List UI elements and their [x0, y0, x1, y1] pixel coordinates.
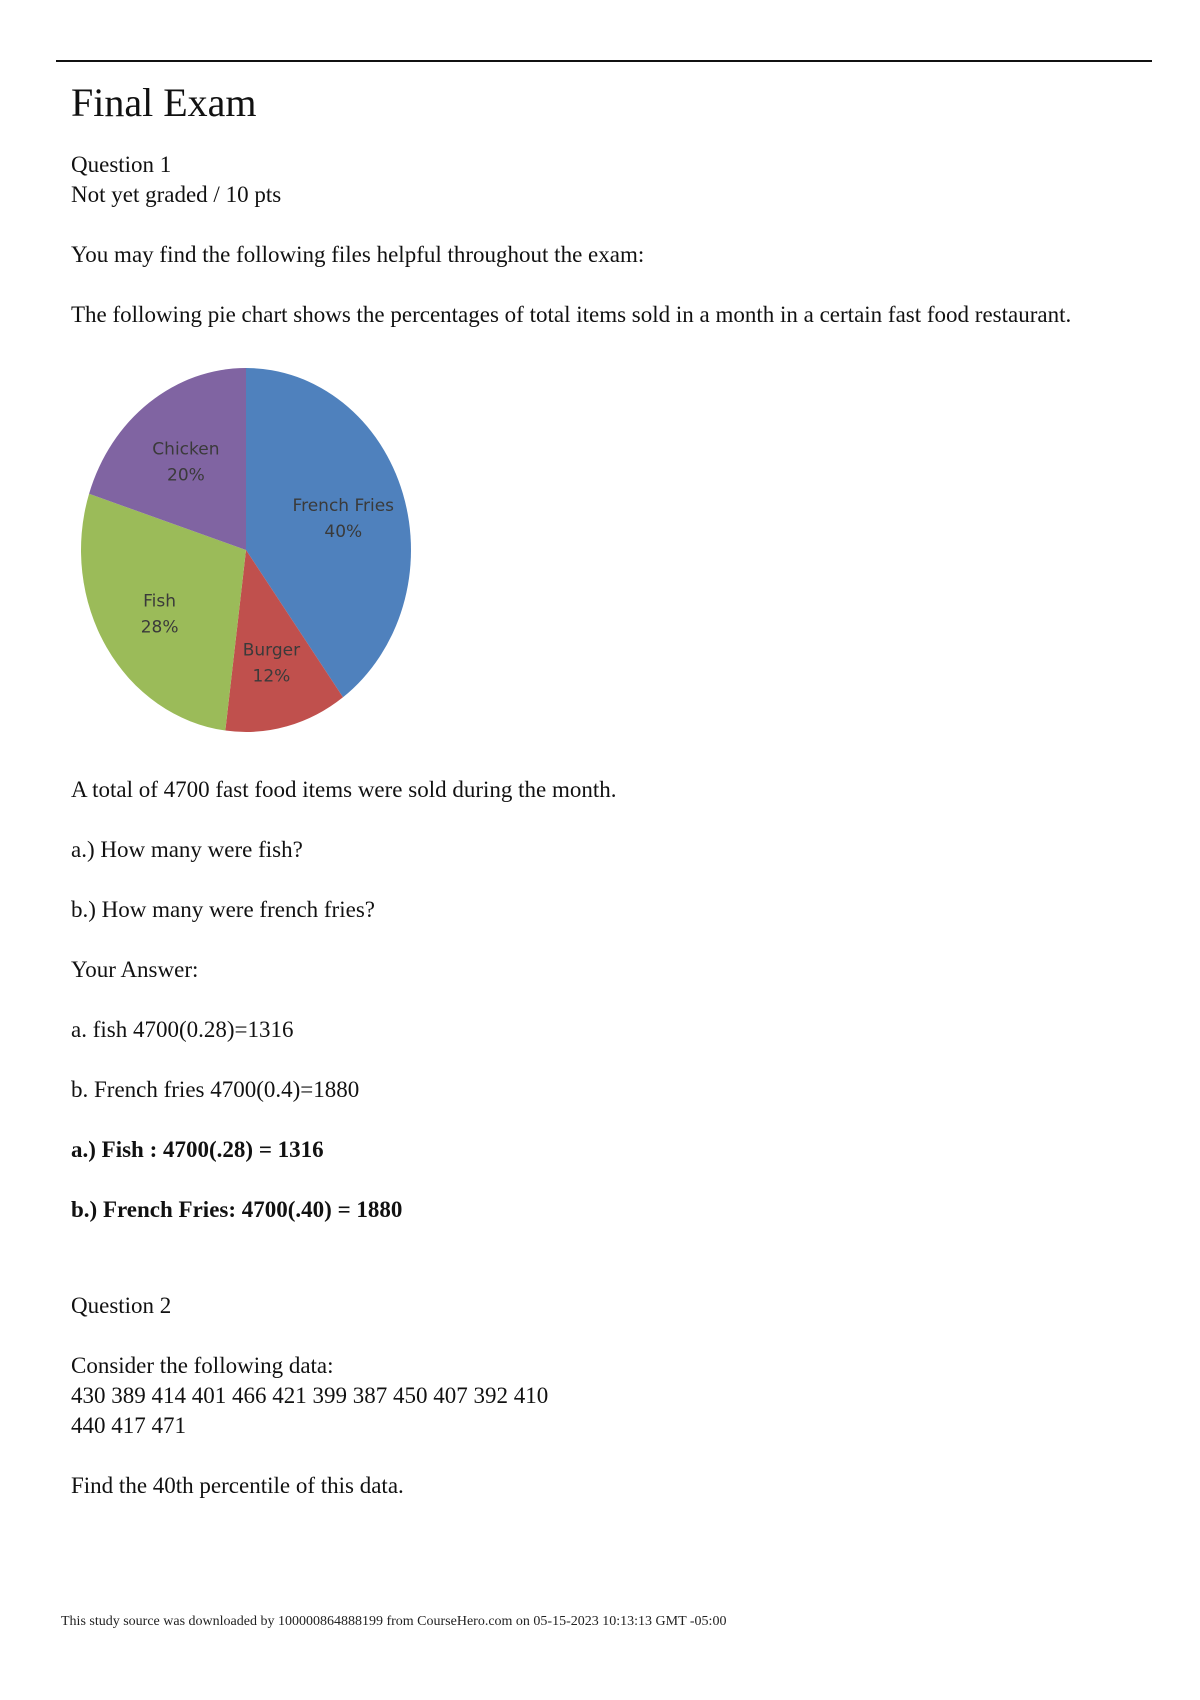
chart-caption: The following pie chart shows the percentages of total items sold in a month in a certain fast food restaurant.: [71, 302, 1072, 327]
data-values-line-1: 430 389 414 401 466 421 399 387 450 407 392 410: [71, 1383, 549, 1408]
question-1-grade: Not yet graded / 10 pts: [71, 182, 282, 207]
question-1-intro: You may find the following files helpful throughout the exam:: [71, 242, 645, 267]
exam-content: [71, 78, 1151, 1531]
answer-b: b. French fries 4700(0.4)=1880: [71, 1077, 360, 1102]
pie-chart: [81, 360, 461, 750]
question-spacer: [71, 1255, 1151, 1291]
pie-value-chicken: 20%: [167, 465, 205, 486]
pie-value-french-fries: 40%: [324, 522, 363, 543]
question-1-label: Question 1: [71, 152, 172, 177]
pie-chart-svg: [81, 360, 461, 750]
pie-label-french-fries: French Fries: [292, 496, 395, 517]
your-answer-label: Your Answer:: [71, 957, 199, 982]
pie-label-burger: Burger: [242, 640, 301, 661]
answer-key-a: a.) Fish : 4700(.28) = 1316: [71, 1137, 324, 1162]
answer-key-b: b.) French Fries: 4700(.40) = 1880: [71, 1197, 403, 1222]
question-2-prompt: Consider the following data:: [71, 1353, 334, 1378]
download-footer: This study source was downloaded by 100000864888199 from CourseHero.com on 05-15-2023 10:13:13 GMT -05:00: [61, 1614, 727, 1629]
data-values-line-2: 440 417 471: [71, 1413, 186, 1438]
pie-value-burger: 12%: [252, 666, 291, 687]
pie-label-fish: Fish: [143, 591, 177, 612]
pie-value-fish: 28%: [140, 617, 179, 638]
part-a-question: a.) How many were fish?: [71, 837, 303, 862]
total-items-text: A total of 4700 fast food items were sold during the month.: [71, 777, 617, 802]
question-2-label: Question 2: [71, 1293, 172, 1318]
part-b-question: b.) How many were french fries?: [71, 897, 375, 922]
answer-a: a. fish 4700(0.28)=1316: [71, 1017, 294, 1042]
top-rule: [56, 60, 1152, 62]
pie-label-chicken: Chicken: [152, 439, 220, 460]
question-1: [71, 150, 1151, 1225]
question-2-task: Find the 40th percentile of this data.: [71, 1473, 404, 1498]
question-2: [71, 1291, 1151, 1501]
page-title: Final Exam: [71, 80, 257, 125]
